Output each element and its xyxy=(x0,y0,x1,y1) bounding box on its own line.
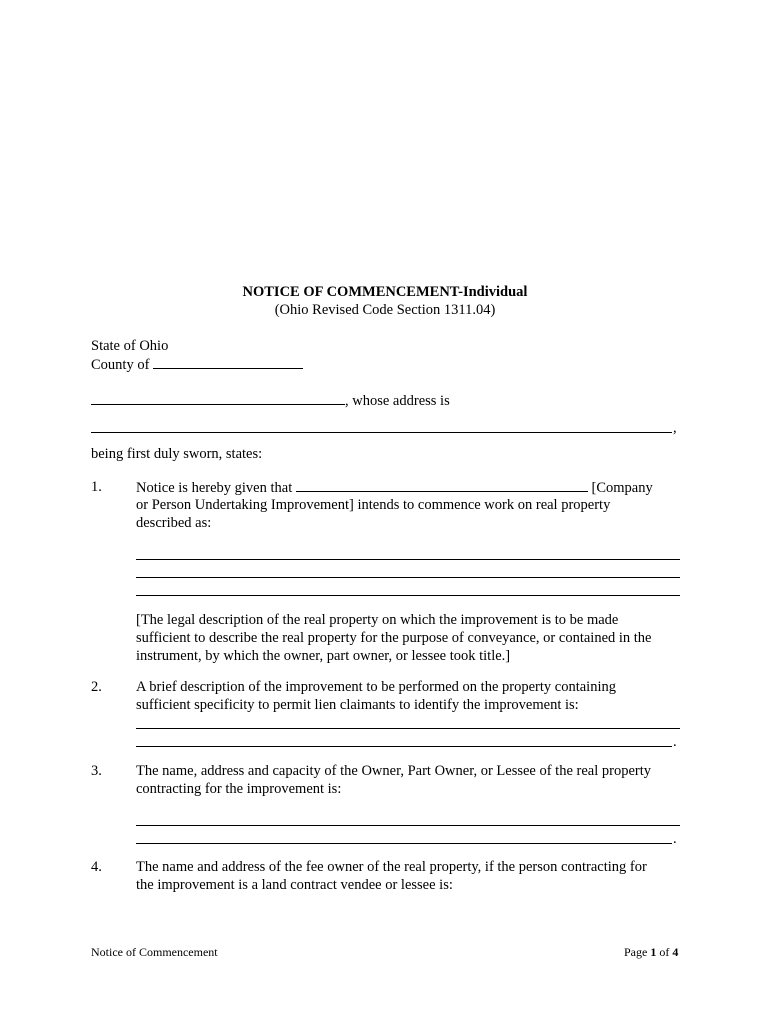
address-comma: , xyxy=(673,420,677,436)
item-1-number: 1. xyxy=(91,479,102,495)
page-prefix: Page xyxy=(624,945,648,959)
item-1-line-3: described as: xyxy=(136,515,212,531)
affiant-address-blank[interactable] xyxy=(91,432,672,433)
item-3-line-1: The name, address and capacity of the Owner, Part Owner, or Lessee of the real property xyxy=(136,763,651,779)
whose-address-text: , whose address is xyxy=(345,393,450,409)
item-2-line-1: A brief description of the improvement to be performed on the property containing xyxy=(136,679,616,695)
sworn-statement: being first duly sworn, states: xyxy=(91,446,263,462)
owner-blank-2[interactable] xyxy=(136,843,672,844)
affiant-field xyxy=(91,391,450,410)
county-field xyxy=(91,355,303,374)
item-1-text-a: Notice is hereby given that xyxy=(136,480,293,496)
page-total: 4 xyxy=(672,945,679,959)
legal-description-blank-2[interactable] xyxy=(136,577,680,578)
item-4-line-2: the improvement is a land contract vendee or lessee is: xyxy=(136,877,453,893)
item-1-note-3: instrument, by which the owner, part owner, or lessee took title.] xyxy=(136,648,511,664)
item-4-line-1: The name and address of the fee owner of the real property, if the person contracting for xyxy=(136,859,647,875)
document-title: NOTICE OF COMMENCEMENT-Individual xyxy=(242,284,528,300)
item-1-note-1: [The legal description of the real property on which the improvement is to be made xyxy=(136,612,619,628)
county-label: County of xyxy=(91,357,150,373)
county-blank[interactable] xyxy=(153,355,303,369)
item-3-number: 3. xyxy=(91,763,102,779)
item-4-number: 4. xyxy=(91,859,102,875)
state-label: State of Ohio xyxy=(91,338,169,354)
item-3-period: . xyxy=(673,831,677,847)
company-blank[interactable] xyxy=(296,478,588,492)
owner-blank-1[interactable] xyxy=(136,825,680,826)
page-indicator xyxy=(624,945,678,960)
item-1-text-b: [Company xyxy=(591,480,653,496)
page-of: of xyxy=(659,945,670,959)
affiant-name-blank[interactable] xyxy=(91,391,345,405)
item-3-line-2: contracting for the improvement is: xyxy=(136,781,342,797)
item-2-period: . xyxy=(673,734,677,750)
item-2-number: 2. xyxy=(91,679,102,695)
item-1-note-2: sufficient to describe the real property for the purpose of conveyance, or contained in the xyxy=(136,630,652,646)
legal-description-blank-1[interactable] xyxy=(136,559,680,560)
item-2-line-2: sufficient specificity to permit lien claimants to identify the improvement is: xyxy=(136,697,579,713)
footer-title: Notice of Commencement xyxy=(91,945,218,959)
page-number: 1 xyxy=(650,945,657,959)
item-1-line-2: or Person Undertaking Improvement] intends to commence work on real property xyxy=(136,497,611,513)
legal-description-blank-3[interactable] xyxy=(136,595,680,596)
document-subtitle: (Ohio Revised Code Section 1311.04) xyxy=(274,302,496,318)
improvement-blank-2[interactable] xyxy=(136,746,672,747)
item-1-line-1 xyxy=(136,478,653,497)
improvement-blank-1[interactable] xyxy=(136,728,680,729)
